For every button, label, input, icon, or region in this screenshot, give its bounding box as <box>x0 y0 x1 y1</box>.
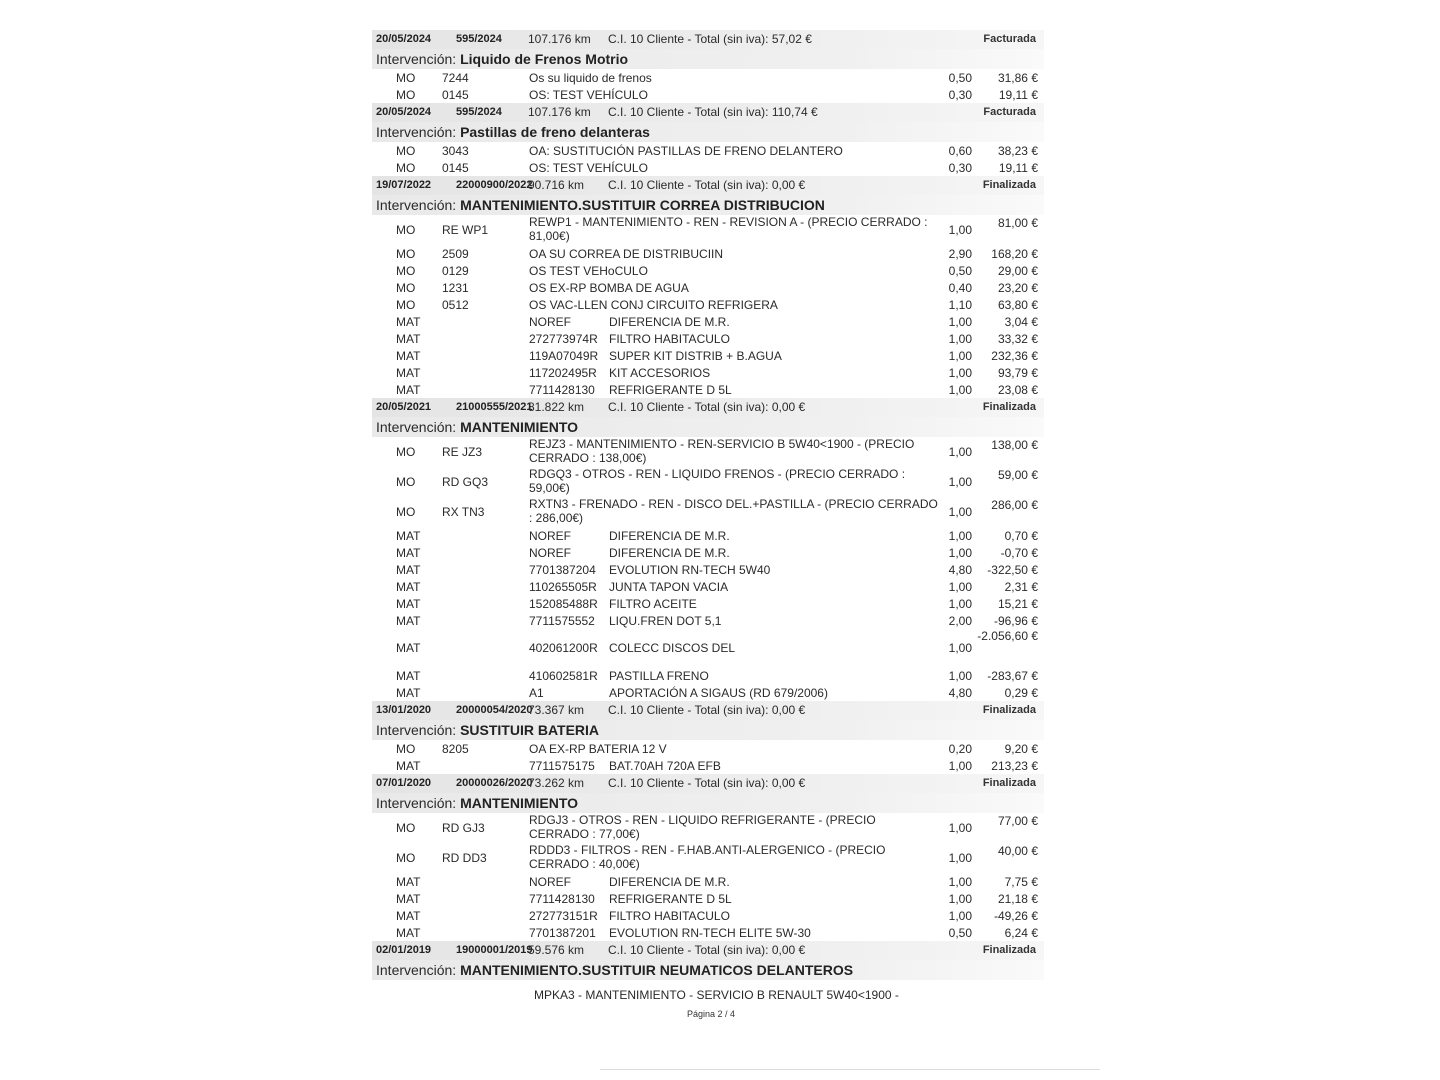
record-header <box>372 103 1044 122</box>
line-type: MO <box>396 445 416 459</box>
line-item <box>372 467 1044 497</box>
line-description: OS TEST VEHoCULO <box>529 264 648 278</box>
line-amount: 232,36 € <box>991 349 1038 363</box>
line-description: RDDD3 - FILTROS - REN - F.HAB.ANTI-ALERGENICO - (PRECIO CERRADO : 40,00€) <box>529 843 886 871</box>
record-total: C.I. 10 Cliente - Total (sin iva): 110,74 € <box>608 105 818 119</box>
line-item <box>372 381 1044 398</box>
line-description: OS EX-RP BOMBA DE AGUA <box>529 281 689 295</box>
line-type: MAT <box>396 614 421 628</box>
line-description: EVOLUTION RN-TECH 5W40 <box>609 563 771 577</box>
record-date: 20/05/2024 <box>376 33 432 45</box>
intervention-label: Intervención: <box>376 419 457 435</box>
line-description: JUNTA TAPON VACIA <box>609 580 729 594</box>
line-item <box>372 159 1044 176</box>
service-history-document <box>372 30 1044 980</box>
line-reference: 7701387204 <box>529 563 596 577</box>
line-type: MO <box>396 88 416 102</box>
line-reference: A1 <box>529 686 544 700</box>
line-quantity: 0,60 <box>948 144 972 158</box>
line-reference: 152085488R <box>529 597 598 611</box>
line-description: Os su liquido de frenos <box>529 71 652 85</box>
line-reference: NOREF <box>529 875 571 889</box>
line-type: MO <box>396 475 416 489</box>
line-description: REFRIGERANTE D 5L <box>609 892 732 906</box>
line-type: MAT <box>396 892 421 906</box>
line-amount: 40,00 € <box>997 844 1038 858</box>
intervention-title <box>372 195 1044 215</box>
line-reference: 7711428130 <box>529 383 595 397</box>
record-status: Facturada <box>983 33 1036 45</box>
line-item <box>372 629 1044 667</box>
record-date: 19/07/2022 <box>376 179 432 191</box>
line-reference: 272773974R <box>529 332 598 346</box>
line-amount: 9,20 € <box>1004 742 1038 756</box>
line-amount: 21,18 € <box>997 892 1038 906</box>
intervention-title <box>372 122 1044 142</box>
line-amount: 6,24 € <box>1004 926 1038 940</box>
line-type: MO <box>396 742 416 756</box>
line-item <box>372 527 1044 544</box>
line-code: 0145 <box>442 88 469 102</box>
line-quantity: 1,00 <box>948 851 972 865</box>
line-type: MAT <box>396 597 421 611</box>
record-total: C.I. 10 Cliente - Total (sin iva): 0,00 € <box>608 943 806 957</box>
line-quantity: 0,50 <box>948 926 972 940</box>
line-quantity: 1,00 <box>948 223 972 237</box>
record-km: 81.822 km <box>528 400 585 414</box>
intervention-name: MANTENIMIENTO <box>460 795 579 811</box>
line-code: 8205 <box>442 742 469 756</box>
record-header <box>372 774 1044 793</box>
line-quantity: 1,00 <box>948 366 972 380</box>
line-item <box>372 843 1044 873</box>
line-reference: 272773151R <box>529 909 598 923</box>
line-item <box>372 142 1044 159</box>
line-item <box>372 757 1044 774</box>
line-description: OA EX-RP BATERIA 12 V <box>529 742 667 756</box>
line-code: 1231 <box>442 281 469 295</box>
line-description: DIFERENCIA DE M.R. <box>609 529 730 543</box>
line-code: 0512 <box>442 298 469 312</box>
line-description: EVOLUTION RN-TECH ELITE 5W-30 <box>609 926 811 940</box>
line-amount: 213,23 € <box>991 759 1038 773</box>
line-item <box>372 684 1044 701</box>
line-type: MO <box>396 161 416 175</box>
line-quantity: 0,40 <box>948 281 972 295</box>
line-type: MAT <box>396 669 421 683</box>
record-header <box>372 398 1044 417</box>
line-type: MAT <box>396 332 421 346</box>
line-description: OS VAC-LLEN CONJ CIRCUITO REFRIGERA <box>529 298 778 312</box>
line-description: RDGQ3 - OTROS - REN - LIQUIDO FRENOS - (PRECIO CERRADO : 59,00€) <box>529 467 906 495</box>
line-item <box>372 69 1044 86</box>
line-description: SUPER KIT DISTRIB + B.AGUA <box>609 349 782 363</box>
line-amount: 23,08 € <box>997 383 1038 397</box>
line-amount: 38,23 € <box>997 144 1038 158</box>
intervention-title <box>372 793 1044 813</box>
line-type: MO <box>396 298 416 312</box>
intervention-label: Intervención: <box>376 722 457 738</box>
line-type: MAT <box>396 546 421 560</box>
intervention-name: Pastillas de freno delanteras <box>460 124 650 140</box>
line-code: 3043 <box>442 144 469 158</box>
line-item <box>372 578 1044 595</box>
line-item <box>372 873 1044 890</box>
record-total: C.I. 10 Cliente - Total (sin iva): 0,00 € <box>608 776 806 790</box>
line-item <box>372 364 1044 381</box>
record-header <box>372 176 1044 195</box>
line-type: MAT <box>396 349 421 363</box>
record-date: 02/01/2019 <box>376 944 432 956</box>
line-type: MAT <box>396 383 421 397</box>
record-number: 22000900/2022 <box>456 179 533 191</box>
line-item <box>372 262 1044 279</box>
line-code: RE JZ3 <box>442 445 483 459</box>
line-description: COLECC DISCOS DEL <box>609 641 736 655</box>
line-code: RX TN3 <box>442 505 485 519</box>
line-quantity: 1,10 <box>948 298 972 312</box>
line-quantity: 1,00 <box>948 909 972 923</box>
intervention-name: Liquido de Frenos Motrio <box>460 51 629 67</box>
line-description: DIFERENCIA DE M.R. <box>609 315 730 329</box>
line-item <box>372 924 1044 941</box>
line-amount: -283,67 € <box>987 669 1038 683</box>
intervention-name: SUSTITUIR BATERIA <box>460 722 600 738</box>
line-type: MO <box>396 821 416 835</box>
record-status: Finalizada <box>982 179 1036 191</box>
record-number: 20000054/2020 <box>456 704 533 716</box>
line-quantity: 1,00 <box>948 669 972 683</box>
line-item <box>372 296 1044 313</box>
line-quantity: 1,00 <box>948 597 972 611</box>
intervention-title <box>372 960 1044 980</box>
line-amount: 19,11 € <box>998 88 1038 102</box>
line-type: MO <box>396 264 416 278</box>
line-amount: 168,20 € <box>991 247 1038 261</box>
record-date: 13/01/2020 <box>376 704 432 716</box>
line-quantity: 1,00 <box>948 875 972 889</box>
line-amount: 33,32 € <box>997 332 1038 346</box>
line-amount: 286,00 € <box>991 498 1038 512</box>
intervention-title <box>372 720 1044 740</box>
line-reference: 7711428130 <box>529 892 595 906</box>
line-quantity: 1,00 <box>948 445 972 459</box>
line-reference: NOREF <box>529 315 571 329</box>
line-description: OA: SUSTITUCIÓN PASTILLAS DE FRENO DELANTERO <box>529 144 843 158</box>
page-edge-rule <box>600 1069 1100 1070</box>
line-quantity: 4,80 <box>948 563 972 577</box>
line-quantity: 1,00 <box>948 759 972 773</box>
line-item <box>372 612 1044 629</box>
record-number: 20000026/2020 <box>456 777 533 789</box>
intervention-title <box>372 417 1044 437</box>
line-quantity: 2,90 <box>948 247 972 261</box>
line-amount: 138,00 € <box>991 438 1038 452</box>
line-amount: -96,96 € <box>993 614 1038 628</box>
line-type: MAT <box>396 641 421 655</box>
line-description: REJZ3 - MANTENIMIENTO - REN-SERVICIO B 5W40<1900 - (PRECIO CERRADO : 138,00€) <box>529 437 915 465</box>
line-type: MO <box>396 505 416 519</box>
line-code: 0129 <box>442 264 469 278</box>
line-item <box>372 86 1044 103</box>
line-quantity: 1,00 <box>948 475 972 489</box>
record-km: 73.262 km <box>528 776 585 790</box>
record-header <box>372 30 1044 49</box>
line-amount: 77,00 € <box>997 814 1038 828</box>
line-quantity: 0,50 <box>948 264 972 278</box>
line-code: RD DD3 <box>442 851 487 865</box>
line-reference: NOREF <box>529 546 571 560</box>
record-km: 90.716 km <box>528 178 585 192</box>
intervention-label: Intervención: <box>376 962 457 978</box>
line-type: MAT <box>396 563 421 577</box>
intervention-name: MANTENIMIENTO <box>460 419 579 435</box>
line-item <box>372 595 1044 612</box>
line-description: DIFERENCIA DE M.R. <box>609 546 730 560</box>
line-amount: -2.056,60 € <box>977 629 1038 643</box>
line-amount: 15,21 € <box>997 597 1038 611</box>
intervention-label: Intervención: <box>376 124 457 140</box>
line-description: KIT ACCESORIOS <box>609 366 711 380</box>
line-quantity: 0,50 <box>948 71 972 85</box>
line-description: BAT.70AH 720A EFB <box>609 759 721 773</box>
line-item <box>372 544 1044 561</box>
line-description: OS: TEST VEHÍCULO <box>529 161 648 175</box>
line-type: MAT <box>396 315 421 329</box>
line-description: FILTRO HABITACULO <box>609 909 730 923</box>
record-status: Finalizada <box>982 944 1036 956</box>
line-reference: 7711575552 <box>529 614 595 628</box>
line-code: 0145 <box>442 161 469 175</box>
line-code: 2509 <box>442 247 469 261</box>
line-reference: NOREF <box>529 529 571 543</box>
line-item <box>372 890 1044 907</box>
intervention-name: MANTENIMIENTO.SUSTITUIR NEUMATICOS DELANTEROS <box>460 962 854 978</box>
record-status: Finalizada <box>982 401 1036 413</box>
line-quantity: 4,80 <box>948 686 972 700</box>
intervention-label: Intervención: <box>376 51 457 67</box>
line-item <box>372 313 1044 330</box>
line-quantity: 1,00 <box>948 529 972 543</box>
line-description: APORTACIÓN A SIGAUS (RD 679/2006) <box>609 686 828 700</box>
intervention-label: Intervención: <box>376 197 457 213</box>
line-description: PASTILLA FRENO <box>609 669 709 683</box>
truncated-line: MPKA3 - MANTENIMIENTO - SERVICIO B RENAULT 5W40<1900 - <box>534 988 899 1002</box>
line-item <box>372 907 1044 924</box>
line-amount: 3,04 € <box>1004 315 1038 329</box>
intervention-name: MANTENIMIENTO.SUSTITUIR CORREA DISTRIBUCION <box>460 197 825 213</box>
line-quantity: 0,30 <box>948 88 972 102</box>
record-total: C.I. 10 Cliente - Total (sin iva): 0,00 € <box>608 400 806 414</box>
line-type: MO <box>396 71 416 85</box>
record-header <box>372 941 1044 960</box>
record-date: 20/05/2024 <box>376 106 432 118</box>
line-type: MAT <box>396 366 421 380</box>
intervention-title <box>372 49 1044 69</box>
line-quantity: 1,00 <box>948 332 972 346</box>
record-total: C.I. 10 Cliente - Total (sin iva): 0,00 € <box>608 703 806 717</box>
line-item <box>372 561 1044 578</box>
record-status: Finalizada <box>982 704 1036 716</box>
line-quantity: 1,00 <box>948 383 972 397</box>
record-km: 73.367 km <box>528 703 585 717</box>
line-description: LIQU.FREN DOT 5,1 <box>609 614 722 628</box>
page-number: Página 2 / 4 <box>687 1009 736 1019</box>
line-amount: -322,50 € <box>987 563 1038 577</box>
line-code: RD GQ3 <box>442 475 489 489</box>
line-type: MO <box>396 247 416 261</box>
line-quantity: 1,00 <box>948 641 972 655</box>
line-type: MAT <box>396 580 421 594</box>
line-amount: 7,75 € <box>1004 875 1038 889</box>
line-quantity: 0,30 <box>948 161 972 175</box>
line-amount: 23,20 € <box>997 281 1038 295</box>
line-item <box>372 330 1044 347</box>
line-amount: 29,00 € <box>997 264 1038 278</box>
line-item <box>372 347 1044 364</box>
line-quantity: 1,00 <box>948 580 972 594</box>
line-description: FILTRO HABITACULO <box>609 332 730 346</box>
line-item <box>372 245 1044 262</box>
line-description: RDGJ3 - OTROS - REN - LIQUIDO REFRIGERANTE - (PRECIO CERRADO : 77,00€) <box>529 813 876 841</box>
line-amount: 31,86 € <box>997 71 1038 85</box>
line-amount: 0,70 € <box>1004 529 1038 543</box>
line-code: RD GJ3 <box>442 821 485 835</box>
line-description: FILTRO ACEITE <box>609 597 697 611</box>
line-quantity: 2,00 <box>948 614 972 628</box>
line-quantity: 1,00 <box>948 821 972 835</box>
line-item <box>372 667 1044 684</box>
record-status: Finalizada <box>982 777 1036 789</box>
line-amount: 2,31 € <box>1004 580 1038 594</box>
line-amount: 19,11 € <box>998 161 1038 175</box>
line-reference: 110265505R <box>529 580 597 594</box>
line-description: OA SU CORREA DE DISTRIBUCIIN <box>529 247 724 261</box>
line-item <box>372 497 1044 527</box>
line-description: RXTN3 - FRENADO - REN - DISCO DEL.+PASTILLA - (PRECIO CERRADO : 286,00€) <box>529 497 938 525</box>
line-description: DIFERENCIA DE M.R. <box>609 875 730 889</box>
record-total: C.I. 10 Cliente - Total (sin iva): 0,00 € <box>608 178 806 192</box>
line-type: MAT <box>396 529 421 543</box>
line-reference: 7701387201 <box>529 926 596 940</box>
line-code: RE WP1 <box>442 223 489 237</box>
line-reference: 119A07049R <box>529 349 599 363</box>
line-amount: -49,26 € <box>993 909 1038 923</box>
record-km: 107.176 km <box>528 105 591 119</box>
line-type: MAT <box>396 926 421 940</box>
line-reference: 410602581R <box>529 669 598 683</box>
record-header <box>372 701 1044 720</box>
line-type: MO <box>396 223 416 237</box>
line-type: MO <box>396 851 416 865</box>
line-type: MAT <box>396 759 421 773</box>
line-item <box>372 437 1044 467</box>
line-reference: 402061200R <box>529 641 598 655</box>
line-quantity: 1,00 <box>948 505 972 519</box>
line-type: MAT <box>396 686 421 700</box>
line-item <box>372 215 1044 245</box>
line-description: REWP1 - MANTENIMIENTO - REN - REVISION A - (PRECIO CERRADO : 81,00€) <box>529 215 928 243</box>
record-total: C.I. 10 Cliente - Total (sin iva): 57,02 € <box>608 32 812 46</box>
record-number: 595/2024 <box>456 33 502 45</box>
record-date: 20/05/2021 <box>376 401 432 413</box>
line-amount: 63,80 € <box>997 298 1038 312</box>
line-type: MAT <box>396 875 421 889</box>
line-quantity: 1,00 <box>948 349 972 363</box>
intervention-label: Intervención: <box>376 795 457 811</box>
line-type: MO <box>396 144 416 158</box>
line-quantity: 0,20 <box>948 742 972 756</box>
line-reference: 7711575175 <box>529 759 595 773</box>
line-type: MO <box>396 281 416 295</box>
line-quantity: 1,00 <box>948 546 972 560</box>
line-type: MAT <box>396 909 421 923</box>
record-number: 21000555/2021 <box>456 401 533 413</box>
line-quantity: 1,00 <box>948 892 972 906</box>
line-amount: -0,70 € <box>1000 546 1038 560</box>
line-reference: 117202495R <box>529 366 597 380</box>
line-quantity: 1,00 <box>948 315 972 329</box>
line-description: REFRIGERANTE D 5L <box>609 383 732 397</box>
record-date: 07/01/2020 <box>376 777 432 789</box>
line-amount: 59,00 € <box>997 468 1038 482</box>
record-status: Facturada <box>983 106 1036 118</box>
line-amount: 0,29 € <box>1004 686 1038 700</box>
line-amount: 81,00 € <box>997 216 1038 230</box>
record-km: 59.576 km <box>528 943 585 957</box>
line-amount: 93,79 € <box>997 366 1038 380</box>
line-item <box>372 279 1044 296</box>
record-number: 19000001/2019 <box>456 944 533 956</box>
line-description: OS: TEST VEHÍCULO <box>529 88 648 102</box>
record-km: 107.176 km <box>528 32 591 46</box>
line-item <box>372 813 1044 843</box>
line-code: 7244 <box>442 71 469 85</box>
record-number: 595/2024 <box>456 106 502 118</box>
line-item <box>372 740 1044 757</box>
